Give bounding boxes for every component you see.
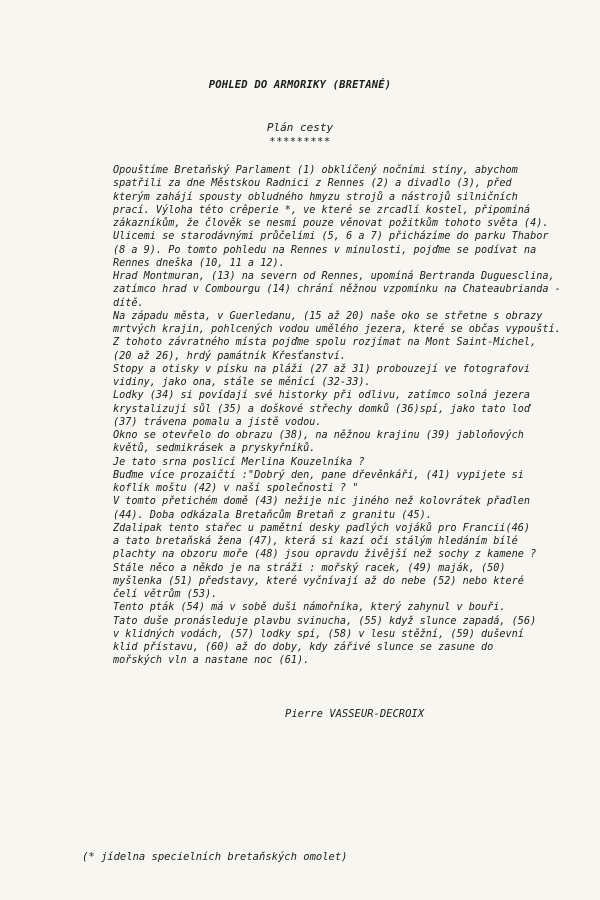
body-line: (8 a 9). Po tomto pohledu na Rennes v minulosti, pojďme se podívat na: [113, 244, 537, 256]
body-line: Tato duše pronásleduje plavbu svinucha, (55) když slunce zapadá, (56): [113, 615, 537, 627]
body-line: Z tohoto závratného místa pojďme spolu rozjímat na Mont Saint-Michel,: [113, 337, 537, 349]
body-line: V tomto přetichém domě (43) nežije nic jiného než kolovrátek přadlen: [113, 496, 531, 508]
body-line: květů, sedmikrásek a pryskyřníků.: [113, 443, 316, 455]
body-line: zákazníkům, že člověk se nesmí pouze věnovat požitkům tohoto světa (4).: [113, 218, 549, 229]
body-line: koflík moštu (42) v naší společnosti ? ": [113, 483, 359, 494]
body-line: Rennes dneška (10, 11 a 12).: [113, 257, 285, 269]
body-line: v klidných vodách, (57) lodky spí, (58) v lesu stěžní, (59) duševní: [113, 628, 524, 640]
body-line: zatímco hrad v Combourgu (14) chrání něžnou vzpomínku na Chateaubrianda -: [113, 284, 561, 296]
body-line: čelí větrům (53).: [113, 589, 218, 600]
body-line: Na západu města, v Guerledanu, (15 až 20) naše oko se střetne s obrazy: [113, 310, 543, 322]
body-line: Tento pták (54) má v sobě duši námořníka, který zahynul v bouři.: [113, 602, 506, 614]
body-line: kterým zahájí spousty obludného hmyzu strojů a nástrojů silničních: [113, 191, 518, 203]
body-line: Hrad Montmuran, (13) na severn od Rennes, upomíná Bertranda Duguesclina,: [113, 271, 555, 282]
body-line: Stopy a otisky v písku na pláži (27 až 31) probouzejí ve fotografovi: [113, 363, 531, 375]
body-line: Buďme více prozaičtí :"Dobrý den, pane dřevěnkáři, (41) vypijete si: [113, 469, 524, 481]
body-line: Ulicemi se starodávnými průčelími (5, 6 a 7) přicházíme do parku Thabor: [113, 231, 549, 243]
body-line: Lodky (34) si povídají své historky při odlivu, zatímco solná jezera: [113, 390, 531, 402]
body-line: Je tato srna poslicí Merlina Kouzelníka ?: [113, 456, 365, 468]
body-line: a tato bretaňská žena (47), která si kazí oči stálým hledáním bílé: [113, 536, 518, 547]
footnote: (* jídelna specielních bretaňských omolet): [82, 851, 348, 863]
document-title: POHLED DO ARMORIKY (BRETANÉ): [208, 79, 392, 91]
body-line: (20 až 26), hrdý památník Křesťanství.: [113, 350, 347, 362]
body-line: (44). Doba odkázala Bretaňcům Bretaň z granitu (45).: [113, 509, 432, 521]
itinerary-text: [113, 164, 583, 668]
body-line: prací. Výloha této crêperie *, ve které se zrcadlí kostel, připomíná: [113, 204, 531, 216]
body-line: vidiny, jako ona, stále se měnící (32-33).: [113, 377, 371, 388]
body-line: mořských vln a nastane noc (61).: [113, 655, 310, 667]
document-subtitle: Plán cesty: [266, 121, 334, 134]
body-line: myšlenka (51) představy, které vyčnívají až do nebe (52) nebo které: [113, 575, 524, 587]
body-line: spatřili za dne Městskou Radnici z Rennes (2) a divadlo (3), před: [113, 178, 512, 190]
body-line: Zdalipak tento stařec u pamětní desky padlých vojáků pro Francii(46): [113, 522, 531, 534]
body-line: plachty na obzoru moře (48) jsou opravdu živější než sochy z kamene ?: [113, 549, 537, 561]
body-line: klid přístavu, (60) až do doby, kdy zářivé slunce se zasune do: [113, 642, 494, 653]
body-line: (37) trávena pomalu a jistě vodou.: [113, 416, 322, 428]
body-line: Okno se otevřelo do obrazu (38), na něžnou krajinu (39) jabloňových: [113, 430, 524, 441]
body-line: mrtvých krajin, pohlcených vodou umělého jezera, které se občas vypouští.: [113, 324, 561, 335]
body-line: dítě.: [113, 297, 144, 309]
author-signature: Pierre VASSEUR-DECROIX: [285, 708, 425, 720]
body-line: krystalizují sůl (35) a doškové střechy domků (36)spí, jako tato loď: [113, 403, 531, 415]
body-line: Opouštíme Bretaňský Parlament (1) obklíčený nočními stíny, abychom: [113, 165, 518, 176]
asterisk-separator: *********: [269, 136, 331, 148]
body-line: Stále něco a někdo je na stráži : mořský racek, (49) maják, (50): [113, 562, 506, 574]
